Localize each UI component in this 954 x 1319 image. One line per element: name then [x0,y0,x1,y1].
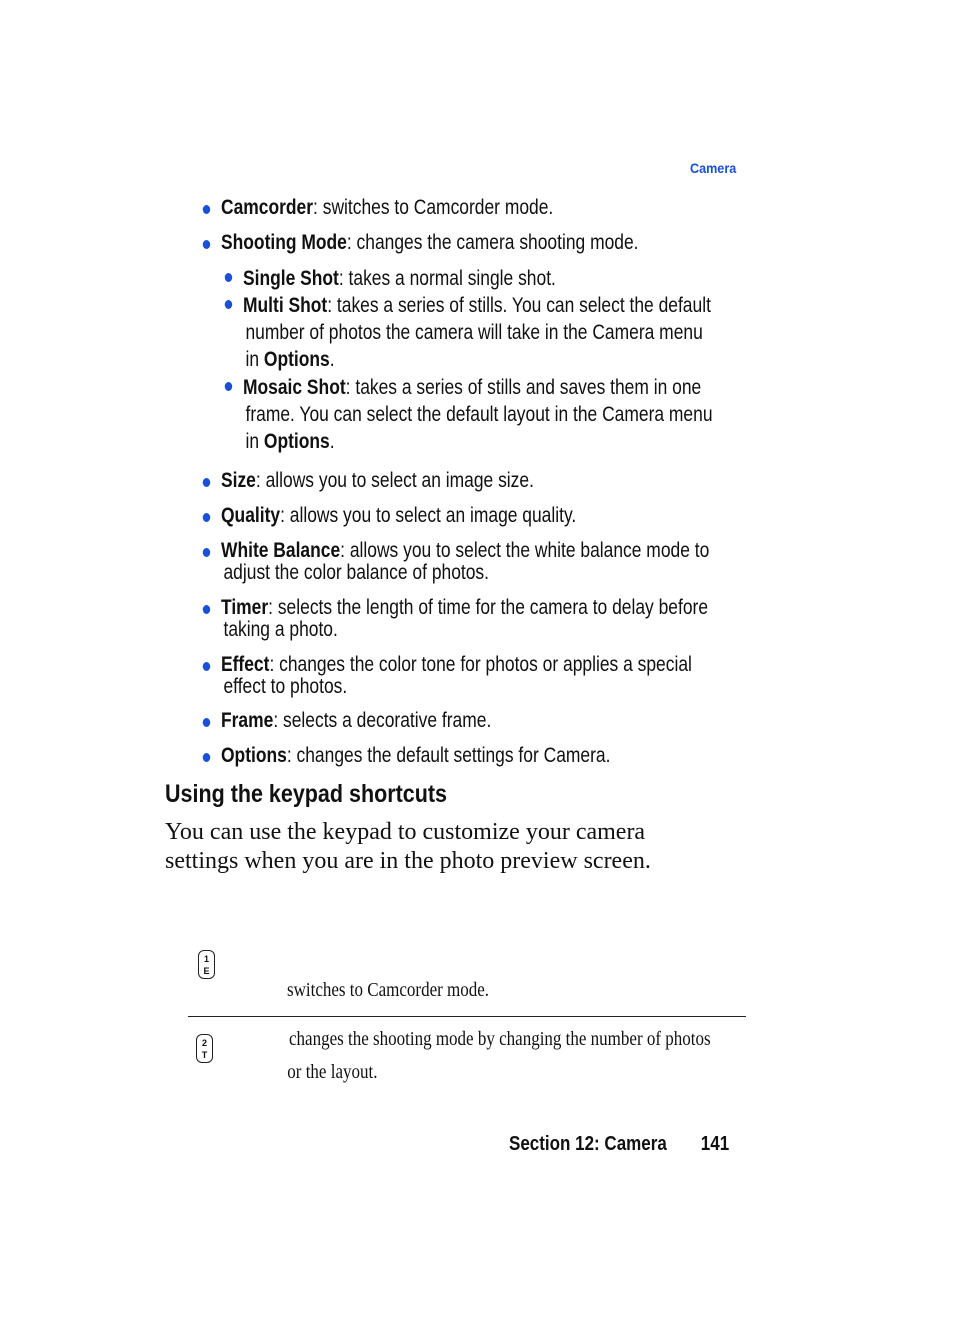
bullet-item [221,470,534,492]
term: Effect [221,653,270,676]
footer-section: Section 12: Camera [509,1133,667,1155]
intro-line: settings when you are in the photo preview screen. [165,848,651,874]
bullet-item [221,232,639,254]
sub-bullet-item [243,265,556,292]
page-footer [509,1133,729,1156]
bullet-item [221,505,576,527]
bullet-icon [203,718,210,727]
intro-line: You can use the keypad to customize your camera [165,819,646,845]
desc: adjust the color balance of photos. [223,561,489,584]
term: Options [263,430,330,453]
term: Camcorder [221,196,314,219]
key-label: 2 [201,1038,207,1048]
bullet-icon [203,548,210,557]
intro-paragraph [165,818,651,876]
bullet-item [221,654,692,698]
bullet-icon [203,205,210,214]
key-1-icon [198,950,215,979]
desc: : allows you to select an image quality. [280,504,577,527]
desc: : takes a series of stills and saves them in one [345,376,702,399]
desc: effect to photos. [223,675,348,698]
shortcut-description [287,974,489,1007]
bullet-icon [203,478,210,487]
divider [188,1016,746,1017]
desc: : selects the length of time for the camera to delay before [268,596,709,619]
desc: number of photos the camera will take in the Camera menu [245,321,703,344]
bullet-item [221,540,709,584]
desc: frame. You can select the default layout in the Camera menu [245,403,713,426]
key-label: E [203,966,210,976]
desc: : selects a decorative frame. [273,709,492,732]
desc: : allows you to select an image size. [255,469,534,492]
term: Mosaic Shot [243,376,346,399]
sub-bullet-item: Mosaic Shot: takes a series of stills and saves them in one frame. You can select the default layout in the Camera menu in Options. [243,374,713,455]
bullet-item [221,710,491,732]
key-label: T [201,1050,208,1060]
bullet-icon [225,382,232,391]
bullet-icon [203,753,210,762]
key-2-icon [196,1034,213,1063]
term: Options [263,348,330,371]
page-number: 141 [700,1133,730,1155]
bullet-icon [203,240,210,249]
desc: : takes a normal single shot. [338,267,556,290]
bullet-item [221,197,553,219]
bullet-icon [203,605,210,614]
term: Quality [221,504,281,527]
term: Options [221,744,287,767]
desc: in [245,430,264,453]
bullet-icon [225,300,232,309]
bullet-icon [203,662,210,671]
desc-line: or the layout. [287,1061,378,1083]
sub-bullet-item: Multi Shot: takes a series of stills. You can select the default number of photos the camera will take in the Camera menu in Options. [243,292,711,373]
desc: : changes the color tone for photos or applies a special [269,653,692,676]
term: Single Shot [243,267,339,290]
term: Shooting Mode [221,231,347,254]
term: White Balance [221,539,341,562]
desc-line: changes the shooting mode by changing the number of photos [289,1028,711,1050]
desc: : switches to Camcorder mode. [313,196,554,219]
term: Frame [221,709,274,732]
section-heading: Using the keypad shortcuts [165,780,447,808]
desc-line: switches to Camcorder mode. [287,979,490,1001]
shortcut-description [289,1023,711,1089]
desc: : allows you to select the white balance mode to [340,539,710,562]
term: Timer [221,596,269,619]
term: Size [221,469,256,492]
bullet-icon [203,513,210,522]
bullet-icon [225,273,232,282]
desc: in [245,348,264,371]
desc: : changes the camera shooting mode. [346,231,639,254]
desc: : changes the default settings for Camera. [286,744,611,767]
bullet-item [221,745,610,767]
desc: taking a photo. [223,618,338,641]
term: Multi Shot [243,294,328,317]
bullet-item [221,597,708,641]
running-header: Camera [690,160,737,176]
key-label: 1 [203,954,209,964]
desc: : takes a series of stills. You can select the default [327,294,711,317]
